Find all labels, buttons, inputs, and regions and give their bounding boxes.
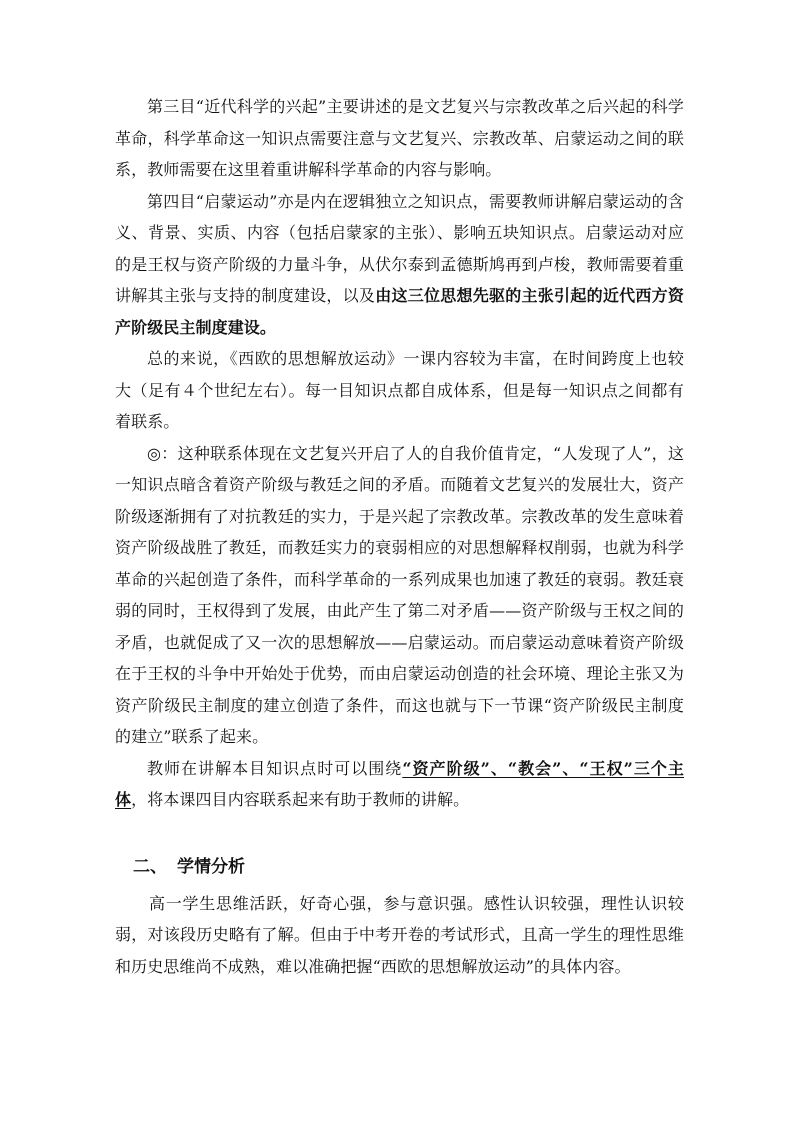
paragraph-enlightenment	[115, 186, 684, 344]
paragraph-enlightenment-text: 第四目“启蒙运动”亦是内在逻辑独立之知识点，需要教师讲解启蒙运动的含义、背景、实质、内容（包括启蒙家的主张）、影响五块知识点。启蒙运动对应的是王权与资产阶级的力量斗争，从伏尔泰到孟德斯鸠再到卢梭，教师需要着重讲解其主张与支持的制度建设，以及	[115, 191, 684, 305]
paragraph-connection: ◎：这种联系体现在文艺复兴开启了人的自我价值肯定，“人发现了人”，这一知识点暗含着资产阶级与教廷之间的矛盾。而随着文艺复兴的发展壮大，资产阶级逐渐拥有了对抗教廷的实力，于是兴起了宗教改革。宗教改革的发生意味着资产阶级战胜了教廷，而教廷实力的衰弱相应的对思想解释权削弱，也就为科学革命的兴起创造了条件，而科学革命的一系列成果也加速了教廷的衰弱。教廷衰弱的同时，王权得到了发展，由此产生了第二对矛盾——资产阶级与王权之间的矛盾，也就促成了又一次的思想解放——启蒙运动。而启蒙运动意味着资产阶级在于王权的斗争中开始处于优势，而由启蒙运动创造的社会环境、理论主张又为资产阶级民主制度的建立创造了条件，而这也就与下一节课“资产阶级民主制度的建立”联系了起来。	[115, 443, 684, 746]
section-number: 二、	[133, 856, 167, 877]
teaching-focus-underlined: “资产阶级”、“教会”、“王权”三个主体	[115, 758, 684, 809]
paragraph-science-revolution: 第三目“近代科学的兴起”主要讲述的是文艺复兴与宗教改革之后兴起的科学革命，科学革命这一知识点需要注意与文艺复兴、宗教改革、启蒙运动之间的联系，教师需要在这里着重讲解科学革命的内容与影响。	[115, 97, 684, 179]
paragraph-enlightenment-bold: 由这三位思想先驱的主张引起的近代西方资产阶级民主制度建设。	[115, 286, 684, 337]
paragraph-student-analysis: 高一学生思维活跃，好奇心强，参与意识强。感性认识较强，理性认识较弱，对该段历史略有了解。但由于中考开卷的考试形式，且高一学生的理性思维和历史思维尚不成熟，难以准确把握“西欧的思想解放运动”的具体内容。	[115, 893, 684, 976]
section-title: 学情分析	[177, 856, 245, 877]
paragraph-teaching-focus	[115, 753, 684, 816]
section-heading-student-analysis	[115, 852, 684, 882]
teaching-focus-pre: 教师在讲解本目知识点时可以围绕	[147, 758, 403, 778]
paragraph-summary: 总的来说，《西欧的思想解放运动》一课内容较为丰富，在时间跨度上也较大（足有４个世纪左右）。每一目知识点都自成体系，但是每一知识点之间都有着联系。	[115, 349, 684, 431]
teaching-focus-post: ，将本课四目内容联系起来有助于教师的讲解。	[131, 790, 470, 809]
